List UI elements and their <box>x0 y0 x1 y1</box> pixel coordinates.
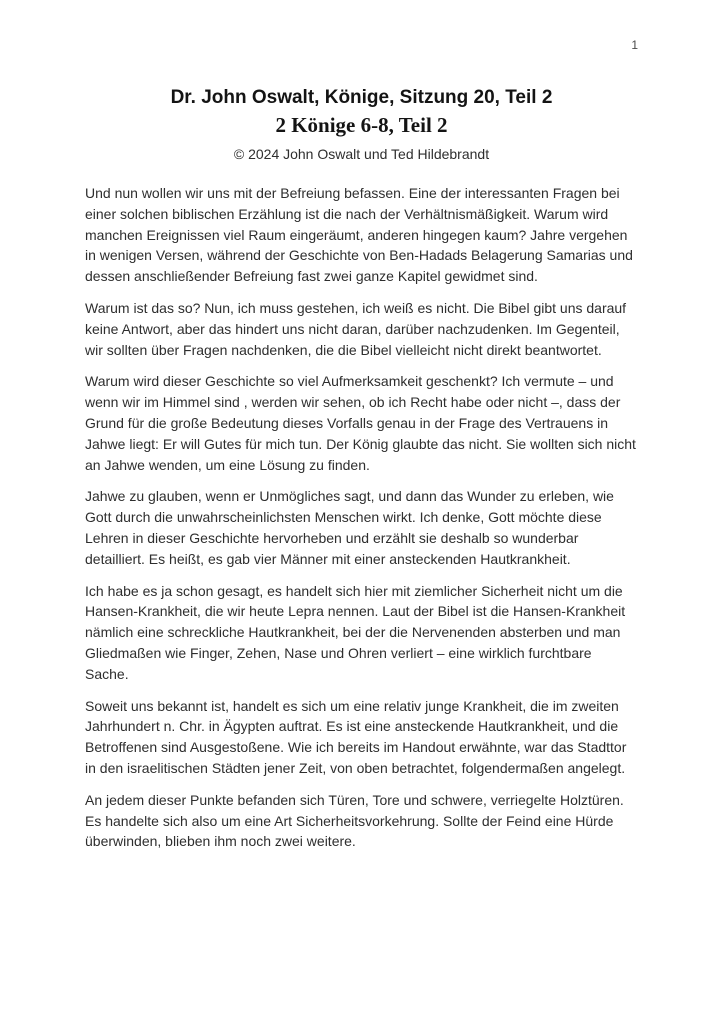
paragraph: Und nun wollen wir uns mit der Befreiung befassen. Eine der interessanten Fragen bei einer solchen biblischen Erzählung ist die nach der Verhältnismäßigkeit. Warum wird manchen Ereignissen viel Raum eingeräumt, anderen hingegen kaum? Jahre vergehen in wenigen Versen, während der Geschichte von Ben-Hadads Belagerung Samarias und dessen anschließender Befreiung fast zwei ganze Kapitel gewidmet sind. <box>85 185 633 285</box>
document-subtitle: 2 Könige 6-8, Teil 2 <box>275 113 448 137</box>
document-body <box>85 183 638 852</box>
paragraph: Warum ist das so? Nun, ich muss gestehen, ich weiß es nicht. Die Bibel gibt uns darauf keine Antwort, aber das hindert uns nicht daran, darüber nachzudenken. Im Gegenteil, wir sollten über Fragen nachdenken, die die Bibel vielleicht nicht direkt beantwortet. <box>85 299 627 358</box>
copyright-line: © 2024 John Oswalt und Ted Hildebrandt <box>233 146 490 162</box>
paragraph: Ich habe es ja schon gesagt, es handelt sich hier mit ziemlicher Sicherheit nicht um die Hansen-Krankheit, die wir heute Lepra nennen. Laut der Bibel ist die Hansen-Krankheit nämlich eine schreckliche Hautkrankheit, bei der die Nervenenden absterben und man Gliedmaßen wie Finger, Zehen, Nase und Ohren verliert – eine wirklich furchtbare Sache. <box>85 582 626 682</box>
paragraph: Soweit uns bekannt ist, handelt es sich um eine relativ junge Krankheit, die im zweiten Jahrhundert n. Chr. in Ägypten auftrat. Es ist eine ansteckende Hautkrankheit, und die Betroffenen sind Ausgestoßene. Wie ich bereits im Handout erwähnte, war das Stadttor in den israelitischen Städten jener Zeit, von oben betrachtet, folgendermaßen angelegt. <box>85 697 627 776</box>
page-content <box>85 86 638 863</box>
page-number: 1 <box>631 38 638 52</box>
paragraph: An jedem dieser Punkte befanden sich Türen, Tore und schwere, verriegelte Holztüren. Es handelte sich also um eine Art Sicherheitsvorkehrung. Sollte der Feind eine Hürde überwinden, blieben ihm noch zwei weitere. <box>85 791 624 850</box>
paragraph: Jahwe zu glauben, wenn er Unmögliches sagt, und dann das Wunder zu erleben, wie Gott durch die unwahrscheinlichsten Menschen wirkt. Ich denke, Gott möchte diese Lehren in dieser Geschichte hervorheben und erzählt sie deshalb so wunderbar detailliert. Es heißt, es gab vier Männer mit einer ansteckenden Hautkrankheit. <box>85 488 614 567</box>
paragraph: Warum wird dieser Geschichte so viel Aufmerksamkeit geschenkt? Ich vermute – und wenn wir im Himmel sind , werden wir sehen, ob ich Recht habe oder nicht –, dass der Grund für die große Bedeutung dieses Vorfalls genau in der Frage des Vertrauens in Jahwe liegt: Er will Gutes für mich tun. Der König glaubte das nicht. Sie wollten sich nicht an Jahwe wenden, um eine Lösung zu finden. <box>85 373 636 473</box>
document-title: Dr. John Oswalt, Könige, Sitzung 20, Teil 2 <box>170 87 553 108</box>
